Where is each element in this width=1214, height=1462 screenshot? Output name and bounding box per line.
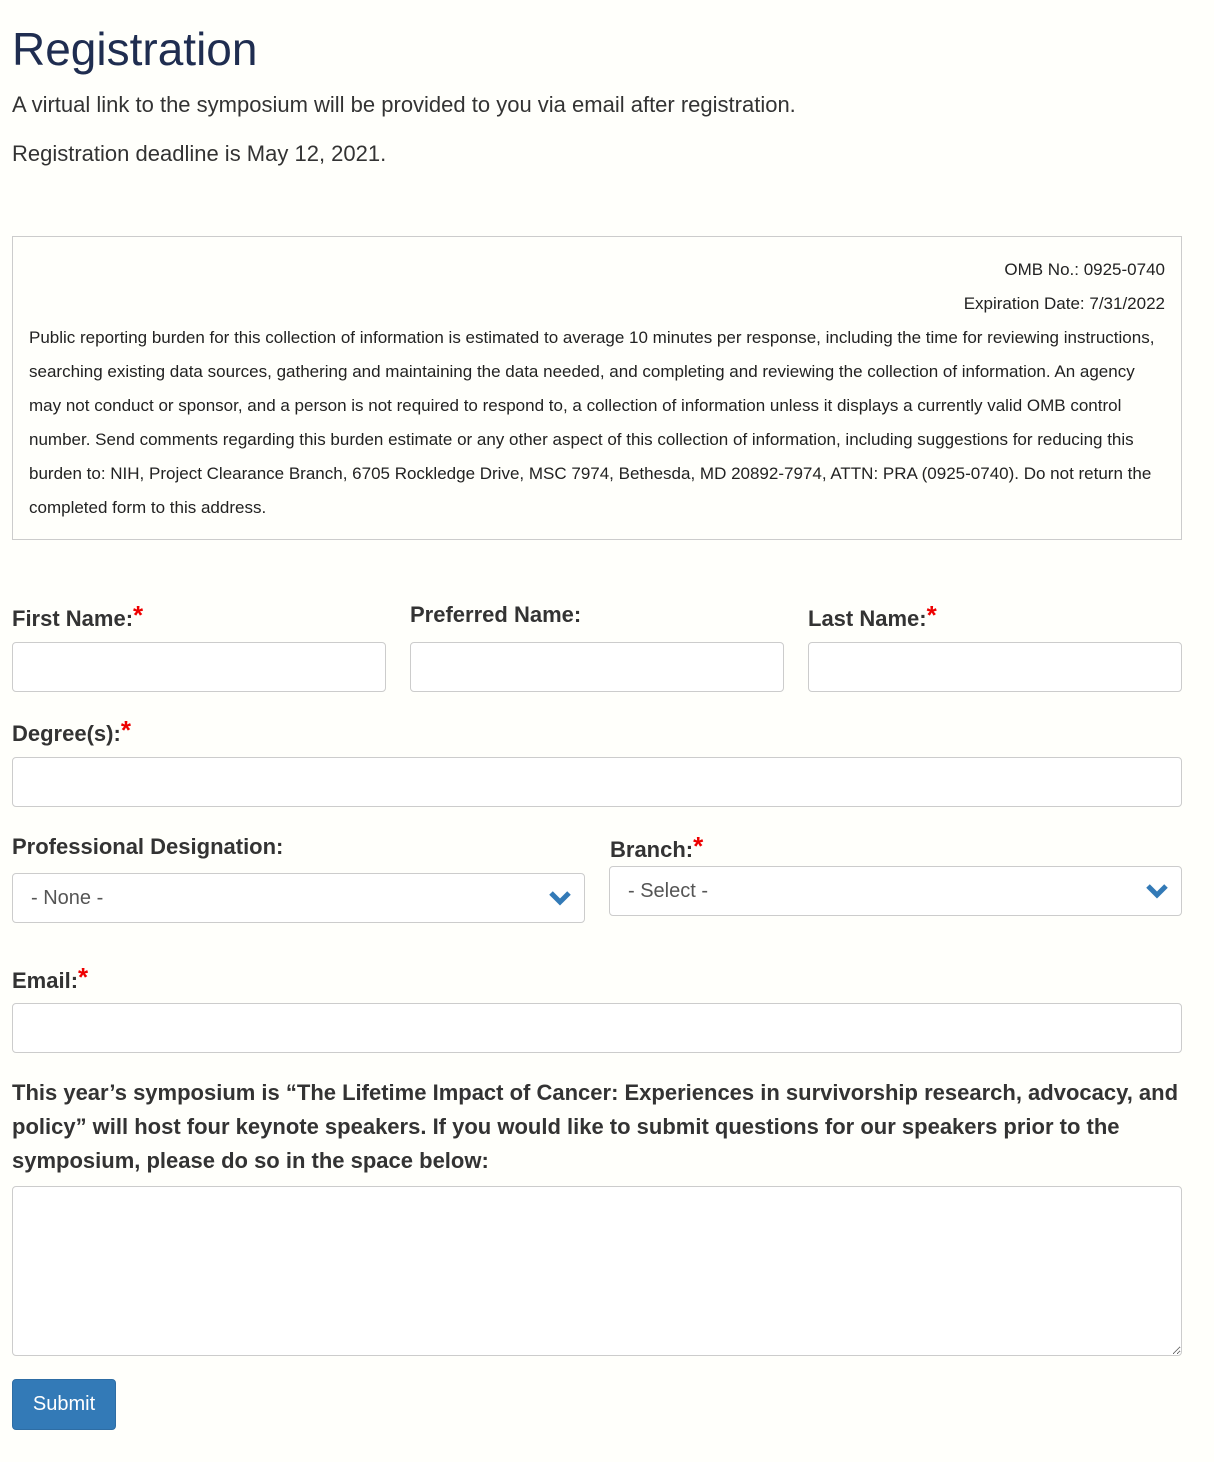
last-name-input[interactable] — [808, 642, 1182, 692]
chevron-down-icon — [548, 890, 572, 906]
questions-textarea[interactable] — [12, 1186, 1182, 1356]
intro-virtual-link: A virtual link to the symposium will be provided to you via email after registration. — [12, 92, 796, 117]
omb-notice — [12, 236, 1182, 540]
preferred-name-input[interactable] — [410, 642, 784, 692]
required-marker: * — [78, 962, 89, 992]
email-label: Email:* — [12, 962, 89, 993]
first-name-input[interactable] — [12, 642, 386, 692]
degrees-label: Degree(s):* — [12, 715, 131, 746]
branch-value: - Select - — [628, 880, 709, 902]
required-marker: * — [926, 600, 937, 630]
page-title: Registration — [12, 23, 258, 75]
required-marker: * — [133, 600, 144, 630]
intro-deadline: Registration deadline is May 12, 2021. — [12, 141, 387, 166]
preferred-name-label: Preferred Name: — [410, 602, 582, 627]
omb-number: OMB No.: 0925-0740 — [1004, 260, 1165, 279]
email-input[interactable] — [12, 1003, 1182, 1053]
questions-label: This year’s symposium is “The Lifetime Impact of Cancer: Experiences in survivorship research, advocacy, and policy” will host four keynote speakers. If you would like to submit questions for our speakers prior to the symposium, please do so in the space below: — [12, 1080, 1179, 1173]
professional-designation-value: - None - — [31, 887, 104, 909]
omb-burden-text: Public reporting burden for this collection of information is estimated to average 10 minutes per response, including the time for reviewing instructions, searching existing data sources, gathering and maintaining the data needed, and completing and reviewing the collection of information. An agency may not conduct or sponsor, and a person is not required to respond to, a collection of information unless it displays a currently valid OMB control number. Send comments regarding this burden estimate or any other aspect of this collection of information, including suggestions for reducing this burden to: NIH, Project Clearance Branch, 6705 Rockledge Drive, MSC 7974, Bethesda, MD 20892-7974, ATTN: PRA (0925-0740). Do not return the completed form to this address. — [29, 328, 1155, 517]
last-name-label: Last Name:* — [808, 600, 937, 631]
submit-button[interactable]: Submit — [12, 1379, 116, 1430]
branch-select[interactable] — [609, 866, 1182, 916]
branch-label: Branch:* — [610, 831, 704, 862]
professional-designation-select[interactable] — [12, 873, 585, 923]
degrees-input[interactable] — [12, 757, 1182, 807]
chevron-down-icon — [1145, 883, 1169, 899]
professional-designation-label: Professional Designation: — [12, 834, 284, 859]
required-marker: * — [120, 715, 131, 745]
required-marker: * — [693, 831, 704, 861]
first-name-label: First Name:* — [12, 600, 144, 631]
omb-expiration: Expiration Date: 7/31/2022 — [963, 294, 1165, 313]
